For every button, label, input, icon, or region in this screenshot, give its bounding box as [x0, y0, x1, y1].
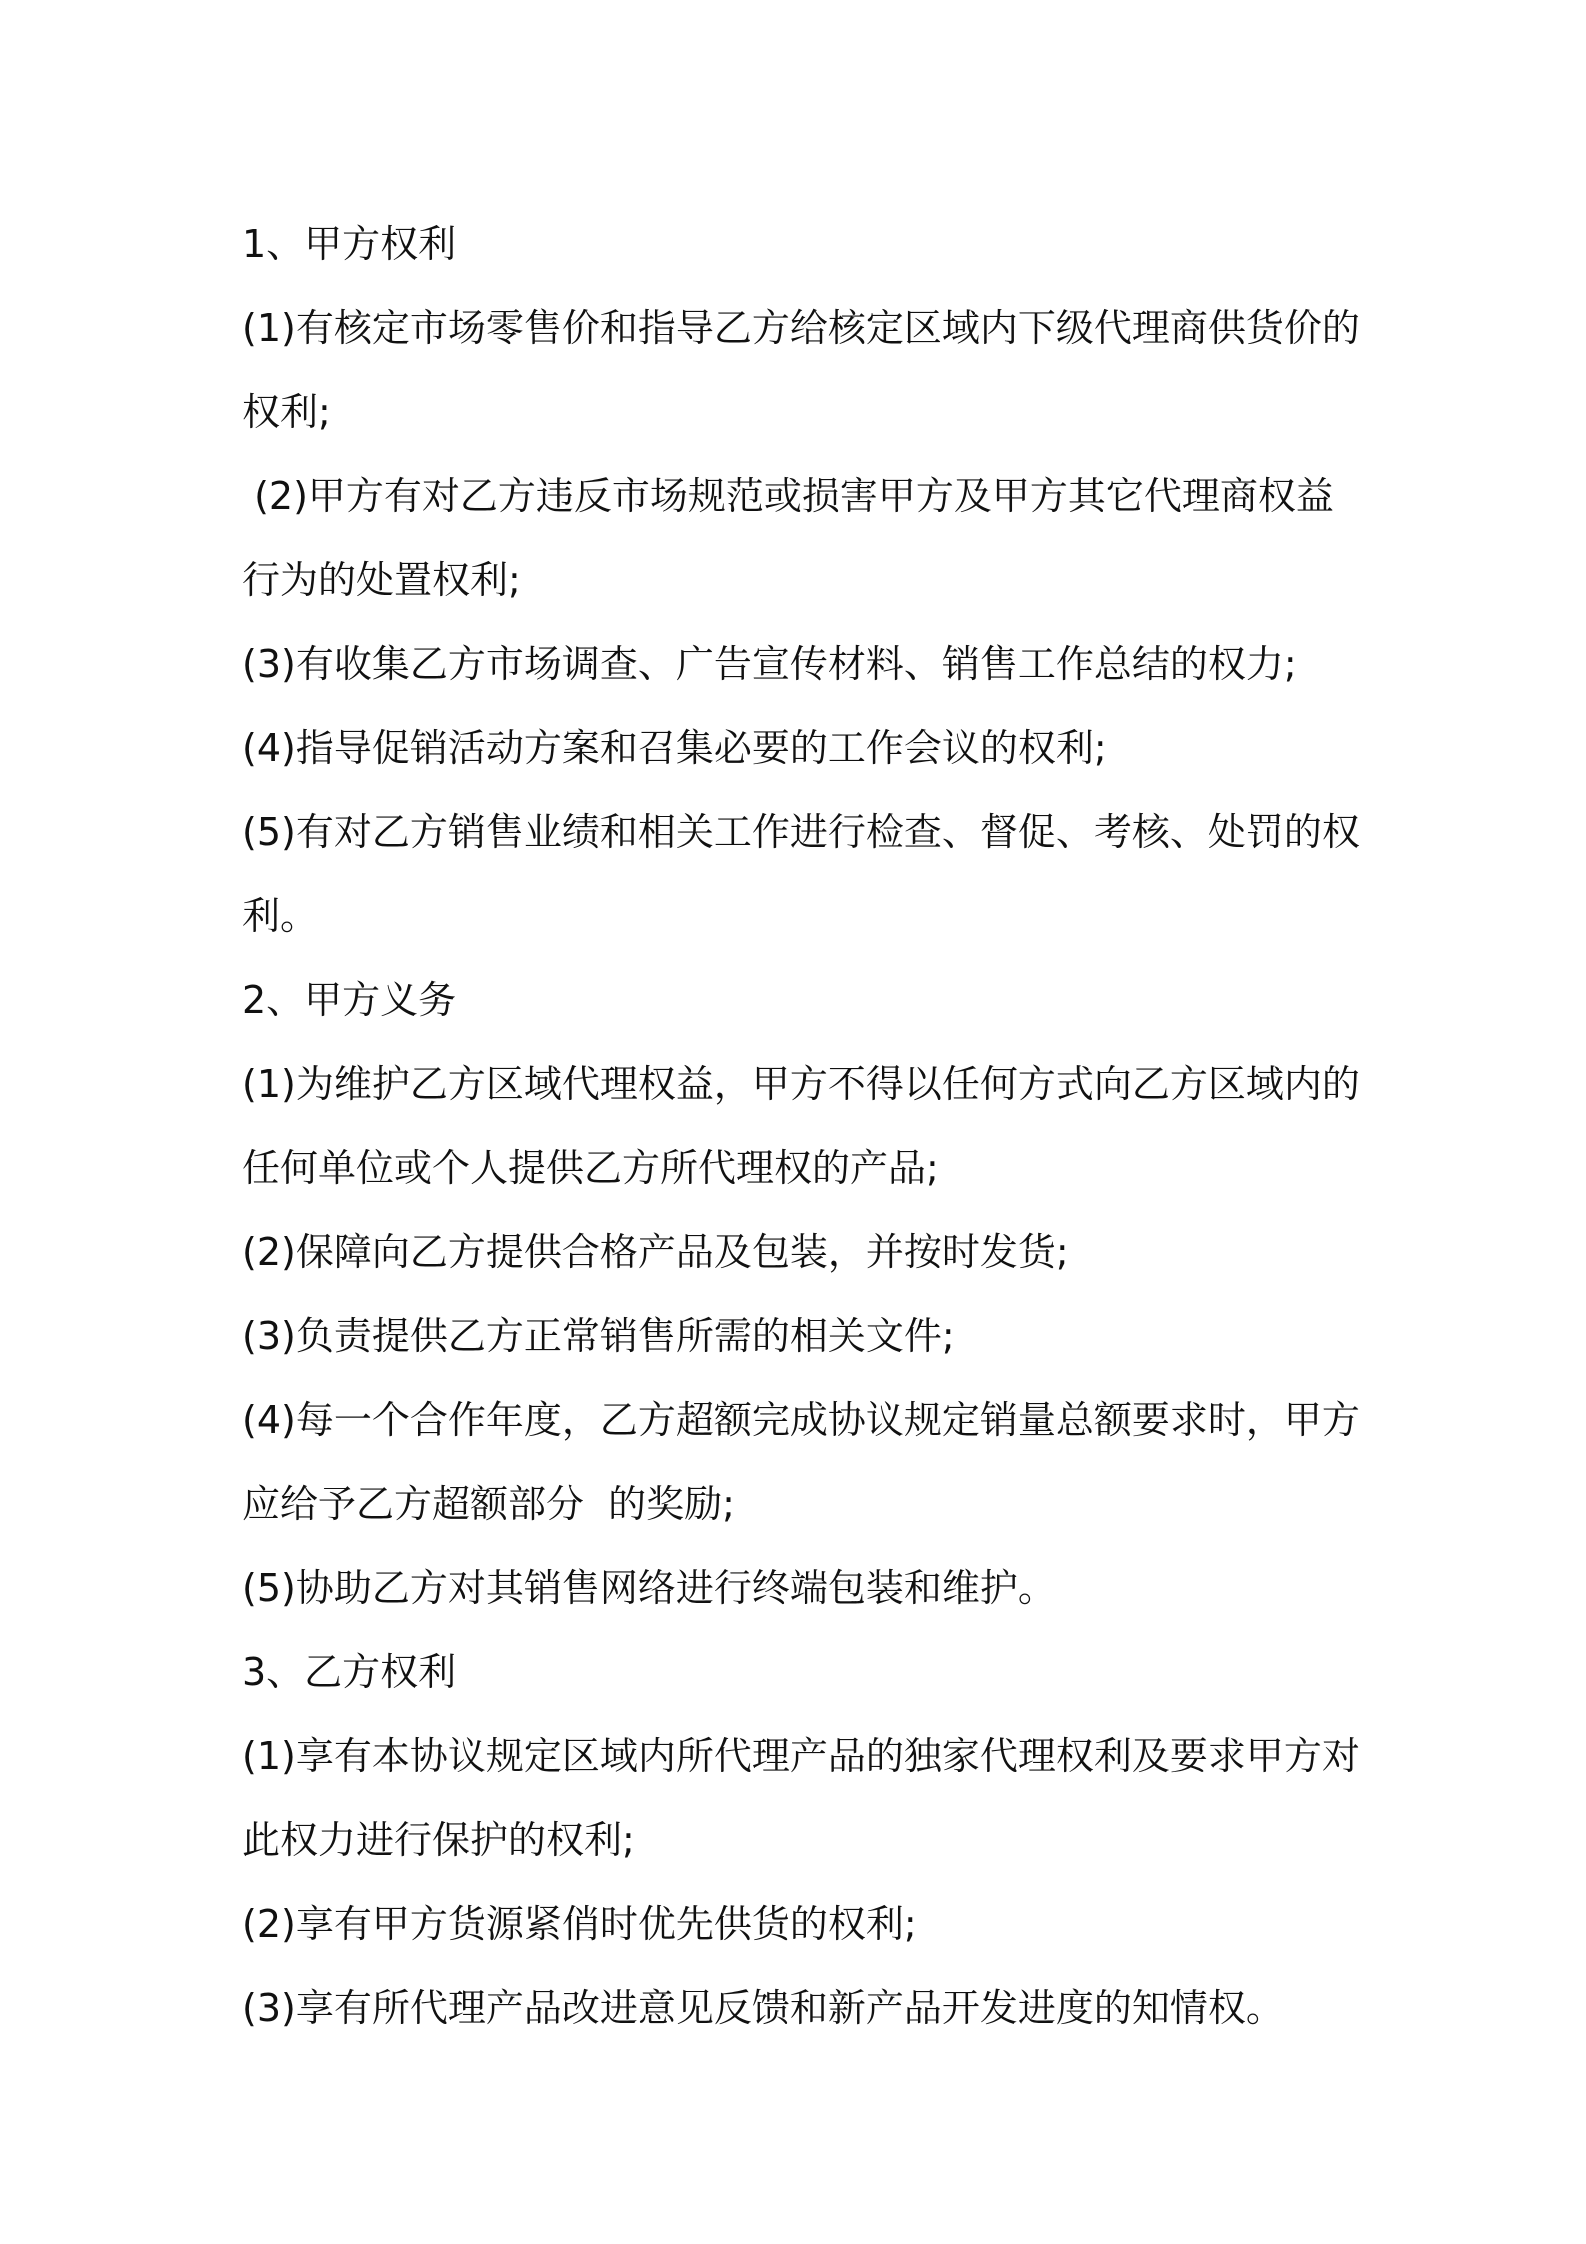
- paragraph-line: (3)负责提供乙方正常销售所需的相关文件;: [242, 1314, 955, 1358]
- document-page: [242, 202, 1362, 2050]
- paragraph-line: (3)享有所代理产品改进意见反馈和新产品开发进度的知情权。: [242, 1986, 1284, 2030]
- section-heading: 1、甲方权利: [242, 222, 457, 266]
- paragraph-line: 行为的处置权利;: [242, 558, 521, 602]
- paragraph-line: (4)每一个合作年度，乙方超额完成协议规定销量总额要求时，甲方: [242, 1398, 1360, 1442]
- paragraph-line: (1)为维护乙方区域代理权益，甲方不得以任何方式向乙方区域内的: [242, 1062, 1360, 1106]
- paragraph-line: (5)有对乙方销售业绩和相关工作进行检查、督促、考核、处罚的权: [242, 810, 1360, 854]
- paragraph-line: 权利;: [242, 390, 331, 434]
- paragraph-line: (2)甲方有对乙方违反市场规范或损害甲方及甲方其它代理商权益: [242, 474, 1334, 518]
- paragraph-line: (2)享有甲方货源紧俏时优先供货的权利;: [242, 1902, 917, 1946]
- paragraph-line: 利。: [242, 894, 319, 938]
- paragraph-line: (5)协助乙方对其销售网络进行终端包装和维护。: [242, 1566, 1056, 1610]
- paragraph-line: (1)有核定市场零售价和指导乙方给核定区域内下级代理商供货价的: [242, 306, 1360, 350]
- section-heading: 3、乙方权利: [242, 1650, 457, 1694]
- paragraph-line: (1)享有本协议规定区域内所代理产品的独家代理权利及要求甲方对: [242, 1734, 1360, 1778]
- paragraph-line: (2)保障向乙方提供合格产品及包装，并按时发货;: [242, 1230, 1069, 1274]
- section-heading: 2、甲方义务: [242, 978, 457, 1022]
- paragraph-line: 此权力进行保护的权利;: [242, 1818, 635, 1862]
- paragraph-line: (4)指导促销活动方案和召集必要的工作会议的权利;: [242, 726, 1107, 770]
- paragraph-line: 任何单位或个人提供乙方所代理权的产品;: [242, 1146, 939, 1190]
- paragraph-line: 应给予乙方超额部分 的奖励;: [242, 1482, 735, 1526]
- paragraph-line: (3)有收集乙方市场调查、广告宣传材料、销售工作总结的权力;: [242, 642, 1297, 686]
